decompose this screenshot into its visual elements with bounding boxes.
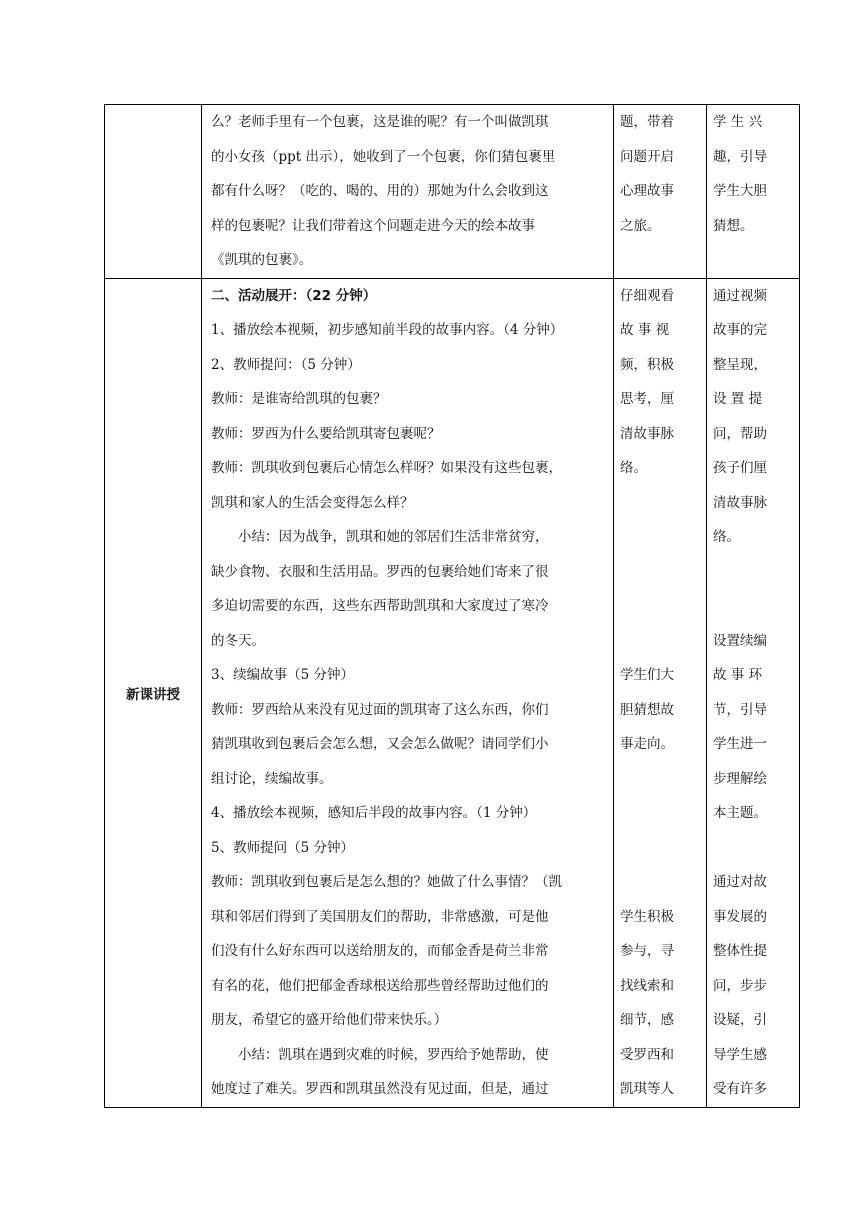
text-line: 有名的花，他们把郁金香球根送给那些曾经帮助过他们的 <box>211 977 549 994</box>
new-lesson-main-cell <box>202 278 614 1107</box>
intro-row <box>105 105 800 279</box>
text-line: 的小女孩（ppt 出示），她收到了一个包裹，你们猜包裹里 <box>211 148 556 165</box>
text-line: 受有许多 <box>713 1081 767 1097</box>
text-line: 细节，感 <box>620 1012 674 1028</box>
new-lesson-student-cell <box>614 278 707 1107</box>
text-line: 整体性提 <box>713 943 767 959</box>
text-line: 设疑，引 <box>713 1012 767 1028</box>
text-line: 3、续编故事（5 分钟） <box>211 667 354 683</box>
intro-student-cell <box>614 105 707 279</box>
text-line: 清故事脉 <box>620 425 674 442</box>
new-lesson-intent-cell <box>707 278 800 1107</box>
text-line: 清故事脉 <box>713 494 767 511</box>
text-line: 教师：凯琪收到包裹后心情怎么样呀？如果没有这些包裹， <box>211 460 562 476</box>
text-line: 思考，厘 <box>620 391 674 407</box>
text-line: 4、播放绘本视频，感知后半段的故事内容。（1 分钟） <box>211 805 537 821</box>
text-line: 都有什么呀？（吃的、喝的、用的）那她为什么会收到这 <box>211 183 549 199</box>
text-line: 凯琪和家人的生活会变得怎么样？ <box>211 494 414 511</box>
text-line: 步理解绘 <box>713 770 767 787</box>
text-line: 频，积极 <box>620 356 674 373</box>
text-line: 故 事 视 <box>620 322 670 338</box>
text-line: 学生们大 <box>620 667 674 683</box>
text-line: 趣，引导 <box>713 148 767 165</box>
text-line: 教师：罗西给从来没有见过面的凯琪寄了这么东西，你们 <box>211 701 549 718</box>
text-line: 设 置 提 <box>713 391 763 407</box>
text-line: 教师：是谁寄给凯琪的包裹？ <box>211 391 387 407</box>
text-line: 胆猜想故 <box>620 701 674 718</box>
text-line: 找线索和 <box>620 977 674 994</box>
text-line: 缺少食物、衣服和生活用品。罗西的包裹给她们寄来了很 <box>211 563 549 580</box>
text-line: 2、教师提问：（5 分钟） <box>211 356 361 373</box>
section-label: 新课讲授 <box>105 278 202 1107</box>
text-line: 故 事 环 <box>713 667 763 683</box>
new-lesson-row <box>105 278 800 1107</box>
text-line: 参与，寻 <box>620 943 674 959</box>
text-line: 们没有什么好东西可以送给朋友的，而郁金香是荷兰非常 <box>211 943 549 959</box>
text-line: 问，帮助 <box>713 425 767 442</box>
text-line: 她度过了难关。罗西和凯琪虽然没有见过面，但是，通过 <box>211 1081 549 1097</box>
lesson-plan-table <box>104 104 800 1108</box>
text-line: 仔细观看 <box>620 287 674 304</box>
text-line: 凯琪等人 <box>620 1081 674 1097</box>
text-line: 问题开启 <box>620 148 674 165</box>
text-line: 组讨论，续编故事。 <box>211 770 333 787</box>
text-line: 之旅。 <box>620 217 661 234</box>
text-line: 受罗西和 <box>620 1046 674 1063</box>
text-line: 心理故事 <box>620 183 674 199</box>
text-line: 事发展的 <box>713 908 767 925</box>
text-line: 《凯琪的包裹》。 <box>211 252 313 268</box>
text-line: 猜想。 <box>713 217 754 234</box>
intro-label-cell <box>105 105 202 279</box>
text-line: 节，引导 <box>713 701 767 718</box>
text-line: 小结：凯琪在遇到灾难的时候，罗西给予她帮助，使 <box>211 1046 549 1063</box>
text-line: 样的包裹呢？让我们带着这个问题走进今天的绘本故事 <box>211 217 535 234</box>
text-line: 通过对故 <box>713 874 767 890</box>
text-line: 本主题。 <box>713 805 767 821</box>
text-line: 学生大胆 <box>713 183 767 199</box>
text-line: 5、教师提问（5 分钟） <box>211 839 354 856</box>
text-line: 的冬天。 <box>211 632 265 649</box>
text-line: 多迫切需要的东西，这些东西帮助凯琪和大家度过了寒冷 <box>211 598 549 614</box>
text-line: 络。 <box>713 529 740 545</box>
text-line: 孩子们厘 <box>713 460 767 476</box>
text-line: 教师：凯琪收到包裹后是怎么想的？她做了什么事情？（凯 <box>211 874 562 890</box>
text-line: 小结：因为战争，凯琪和她的邻居们生活非常贫穷， <box>211 529 549 545</box>
section-heading: 二、活动展开：（22 分钟） <box>211 287 377 304</box>
text-line: 学生积极 <box>620 908 674 925</box>
text-line: 故事的完 <box>713 322 767 338</box>
text-line: 猜凯琪收到包裹后会怎么想，又会怎么做呢？请同学们小 <box>211 736 549 752</box>
text-line: 琪和邻居们得到了美国朋友们的帮助，非常感激，可是他 <box>211 908 549 925</box>
text-line: 设置续编 <box>713 632 767 649</box>
text-line: 教师：罗西为什么要给凯琪寄包裹呢？ <box>211 425 441 442</box>
text-line: 导学生感 <box>713 1046 767 1063</box>
text-line: 通过视频 <box>713 287 767 304</box>
intro-intent-cell <box>707 105 800 279</box>
text-line: 么？老师手里有一个包裹，这是谁的呢？有一个叫做凯琪 <box>211 114 549 130</box>
text-line: 整呈现， <box>713 356 767 373</box>
text-line: 事走向。 <box>620 736 674 752</box>
text-line: 问，步步 <box>713 977 767 994</box>
text-line: 朋友，希望它的盛开给他们带来快乐。） <box>211 1012 448 1028</box>
intro-main-cell <box>202 105 614 279</box>
text-line: 题，带着 <box>620 114 674 130</box>
text-line: 学生进一 <box>713 736 767 752</box>
text-line: 1、播放绘本视频，初步感知前半段的故事内容。（4 分钟） <box>211 322 564 338</box>
text-line: 学 生 兴 <box>713 114 763 130</box>
text-line: 络。 <box>620 460 647 476</box>
